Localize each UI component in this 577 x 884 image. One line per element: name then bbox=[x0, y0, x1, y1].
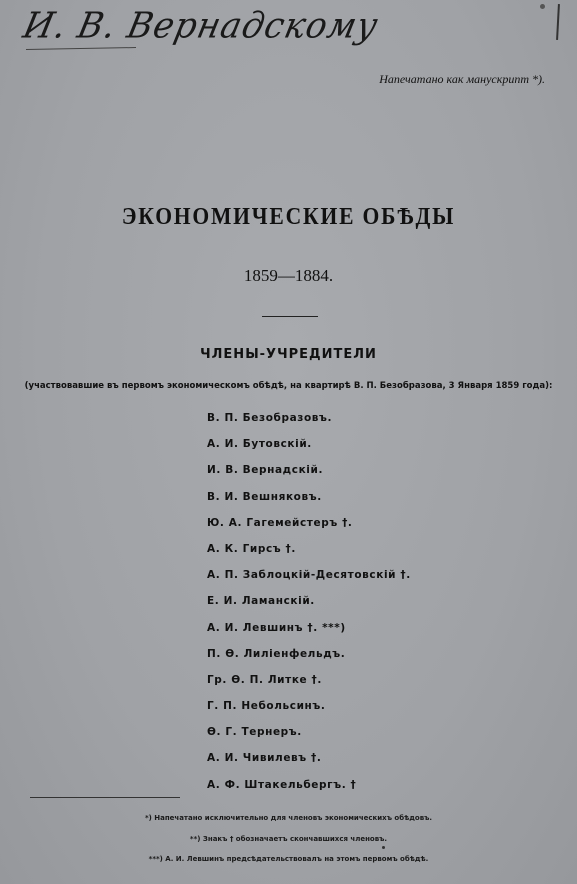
list-item: И. В. Вернадскій. bbox=[207, 464, 324, 477]
list-item: А. П. Заблоцкій-Десятовскій †. bbox=[207, 569, 411, 582]
divider bbox=[262, 316, 318, 317]
handwritten-inscription: И. В. Вернадскому bbox=[19, 5, 383, 48]
page-edge-mark bbox=[556, 4, 560, 40]
list-item: В. П. Безобразовъ. bbox=[207, 412, 333, 424]
list-item: Гр. Ѳ. П. Литке †. bbox=[207, 673, 322, 686]
list-item: Ю. А. Гагемейстеръ †. bbox=[207, 516, 353, 529]
members-list bbox=[207, 410, 411, 803]
list-item: П. Ѳ. Лиліенфельдъ. bbox=[207, 647, 346, 660]
list-item: А. И. Левшинъ †. ***) bbox=[207, 621, 346, 634]
footnote: **) Знакъ † обозначаетъ скончавшихся членовъ. bbox=[189, 835, 388, 843]
list-item: А. И. Бутовскій. bbox=[207, 438, 312, 451]
list-item: Г. П. Небольсинъ. bbox=[207, 700, 326, 713]
footnote: ***) А. И. Левшинъ предсѣдательствовалъ на этомъ первомъ обѣдѣ. bbox=[148, 855, 429, 863]
page-title: ЭКОНОМИЧЕСКИЕ ОБѢДЫ bbox=[121, 204, 456, 230]
list-item: А. Ф. Штакельбергъ. † bbox=[207, 778, 357, 791]
section-heading: ЧЛЕНЫ-УЧРЕДИТЕЛИ bbox=[200, 347, 377, 362]
footnote-divider bbox=[30, 797, 180, 798]
list-item: А. И. Чивилевъ †. bbox=[207, 752, 322, 765]
ink-speck bbox=[540, 4, 545, 9]
list-item: А. К. Гирсъ †. bbox=[207, 542, 296, 555]
handwriting-stroke bbox=[26, 47, 136, 50]
years-range: 1859—1884. bbox=[243, 266, 334, 285]
ink-speck bbox=[382, 846, 385, 849]
footnote: *) Напечатано исключительно для членовъ экономическихъ обѣдовъ. bbox=[144, 814, 433, 822]
list-item: Е. И. Ламанскій. bbox=[207, 595, 315, 608]
list-item: В. И. Вешняковъ. bbox=[207, 490, 322, 503]
list-item: Ѳ. Г. Тернеръ. bbox=[207, 726, 302, 739]
section-subtitle: (участвовавшие въ первомъ экономическомъ обѣдѣ, на квартирѣ В. П. Безобразова, 3 Января 1859 года): bbox=[24, 381, 553, 391]
printed-note: Напечатано как манускрипт *). bbox=[379, 72, 545, 86]
